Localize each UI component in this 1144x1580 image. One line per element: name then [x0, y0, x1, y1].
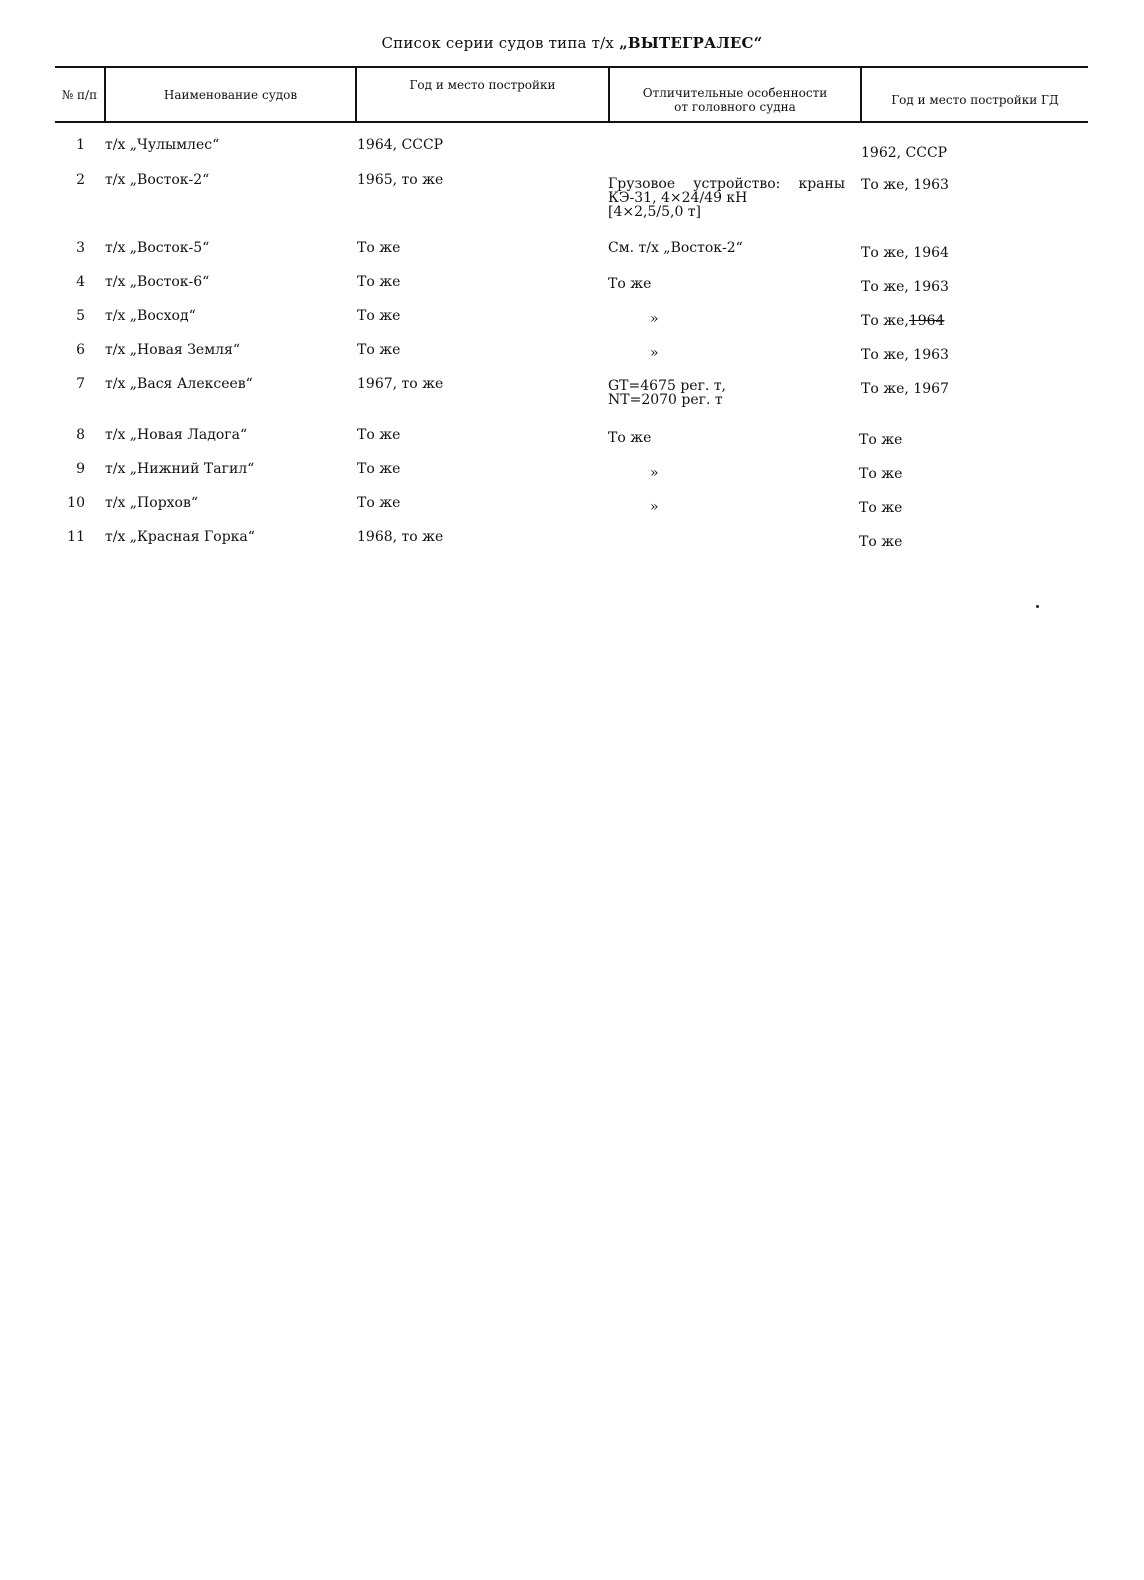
scan-speck	[1036, 605, 1039, 608]
row-engine-struck: 1964	[908, 313, 945, 329]
row-year-place: 1967, то же	[357, 376, 444, 392]
row-name: т/х „Порхов“	[105, 495, 199, 511]
row-year-place: То же	[357, 308, 401, 324]
row-name: т/х „Восток-6“	[105, 274, 210, 290]
row-differences	[608, 312, 845, 326]
row-engine: То же, 1963	[861, 347, 949, 363]
row-year-place: То же	[357, 240, 401, 256]
vessel-table-header	[55, 66, 1088, 124]
row-differences	[608, 177, 845, 219]
row-differences	[608, 379, 845, 407]
row-differences	[608, 466, 845, 480]
row-name: т/х „Вася Алексеев“	[105, 376, 253, 392]
row-year-place: 1965, то же	[357, 172, 444, 188]
row-differences-line2: NT=2070 рег. т	[608, 392, 723, 408]
row-name: т/х „Новая Земля“	[105, 342, 240, 358]
row-num: 2	[76, 172, 85, 188]
row-engine: То же	[859, 466, 903, 482]
row-num: 6	[76, 342, 85, 358]
header-engine: Год и место постройки ГД	[891, 92, 1059, 107]
row-name: т/х „Новая Ладога“	[105, 427, 248, 443]
row-name: т/х „Чулымлес“	[105, 137, 220, 153]
row-differences	[608, 500, 845, 514]
ditto-mark: »	[650, 311, 659, 327]
ditto-mark: »	[650, 499, 659, 515]
row-name: т/х „Восток-2“	[105, 172, 210, 188]
row-engine: То же, 1967	[861, 381, 949, 397]
header-num: № п/п	[61, 87, 98, 102]
row-num: 5	[76, 308, 85, 324]
header-differences-line1: Отличительные особенности	[642, 85, 828, 100]
row-num: 8	[76, 427, 85, 443]
row-year-place: То же	[357, 461, 401, 477]
row-num: 11	[67, 529, 85, 545]
row-engine-prefix: То же,	[861, 313, 909, 329]
row-num: 4	[76, 274, 85, 290]
row-year-place: То же	[357, 495, 401, 511]
row-name: т/х „Восток-5“	[105, 240, 210, 256]
row-engine: То же	[859, 534, 903, 550]
header-year-place: Год и место постройки	[409, 78, 556, 92]
row-differences-line1: GT=4675 рег. т,	[608, 378, 727, 394]
row-differences: То же	[608, 430, 652, 446]
row-num: 9	[76, 461, 85, 477]
row-engine: То же, 1963	[861, 177, 949, 193]
row-year-place: То же	[357, 342, 401, 358]
ditto-mark: »	[650, 465, 659, 481]
row-num: 10	[67, 495, 85, 511]
row-num: 7	[76, 376, 85, 392]
row-year-place: 1968, то же	[357, 529, 444, 545]
row-num: 1	[76, 137, 85, 153]
row-differences	[608, 346, 845, 360]
row-name: т/х „Красная Горка“	[105, 529, 255, 545]
row-name: т/х „Восход“	[105, 308, 196, 324]
document-title-vessel: „ВЫТЕГРАЛЕС“	[619, 34, 763, 52]
row-differences: См. т/х „Восток-2“	[608, 240, 743, 256]
row-differences-line2: КЭ-31, 4×24/49 кН	[608, 190, 748, 206]
row-differences-line1: Грузовое устройство: краны	[608, 176, 845, 192]
header-rule-bottom	[55, 121, 1088, 123]
header-differences	[610, 68, 860, 121]
row-engine	[861, 314, 944, 328]
row-engine: 1962, СССР	[861, 145, 948, 161]
row-engine: То же	[859, 432, 903, 448]
row-differences: То же	[608, 276, 652, 292]
row-name: т/х „Нижний Тагил“	[105, 461, 255, 477]
row-engine: То же, 1963	[861, 279, 949, 295]
header-differences-line2: от головного судна	[674, 99, 796, 114]
row-engine: То же, 1964	[861, 245, 949, 261]
row-differences-line3: [4×2,5/5,0 т]	[608, 204, 702, 220]
row-year-place: То же	[357, 427, 401, 443]
row-year-place: То же	[357, 274, 401, 290]
row-engine: То же	[859, 500, 903, 516]
ditto-mark: »	[650, 345, 659, 361]
row-num: 3	[76, 240, 85, 256]
document-title-prefix: Список серии судов типа т/х	[381, 34, 615, 52]
document-title	[0, 34, 1144, 52]
header-name: Наименование судов	[163, 87, 298, 102]
row-year-place: 1964, СССР	[357, 137, 444, 153]
